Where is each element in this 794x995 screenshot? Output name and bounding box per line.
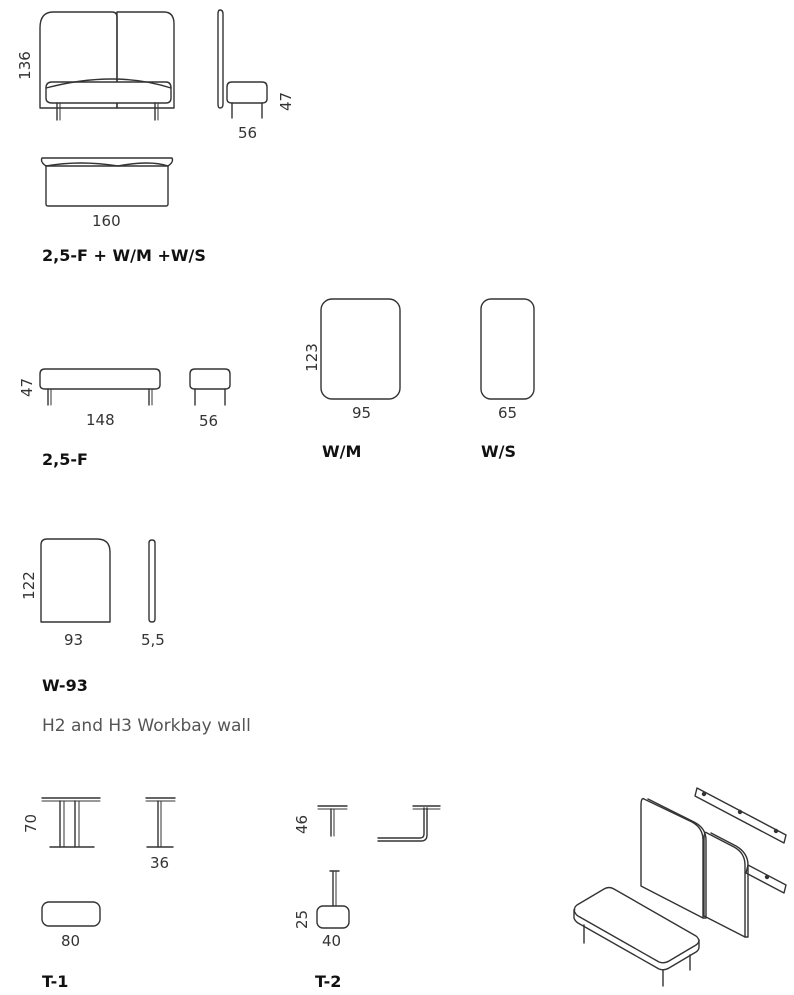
iso-panel-large [641,799,703,918]
dim-wm-width: 95 [352,404,372,422]
dim-t1-side-width: 36 [150,854,170,872]
set1-top-view [42,158,173,206]
ws-panel [481,299,534,399]
rail-top [695,788,786,843]
w93-panel [41,539,110,622]
set1-front-view [40,12,174,120]
dim-w93-height: 122 [19,571,38,600]
label-w93: W-93 [42,676,88,695]
dim-set1-height: 136 [15,51,34,80]
dim-t2-top-height: 25 [293,909,312,930]
label-set2: 2,5-F [42,450,88,469]
set1-side-view [218,10,267,118]
dim-set2-depth: 56 [199,412,219,430]
t1-side-view [146,798,175,847]
t2-side-view [378,806,440,841]
t2-front-view [318,806,347,836]
dim-w93-width: 93 [64,631,84,649]
dim-ws-width: 65 [498,404,518,422]
t1-top-view [42,902,100,926]
label-t1: T-1 [42,972,69,991]
dim-t2-top-width: 40 [322,932,342,950]
top-seat [46,166,168,206]
wm-panel [321,299,400,399]
label-t2: T-2 [315,972,342,991]
dim-wm-height: 123 [302,343,321,372]
dim-t2-height: 46 [293,814,312,835]
dim-set1-width: 160 [92,212,121,230]
dim-t1-height: 70 [22,813,41,834]
seat-side [227,82,267,103]
label-wm: W/M [322,442,362,461]
dim-set1-seat-height: 47 [277,91,296,112]
dim-w93-thickness: 5,5 [141,631,165,649]
dim-set1-depth: 56 [238,124,258,142]
label-set1: 2,5-F + W/M +W/S [42,246,206,265]
set2-bench-front [40,369,160,405]
wall-side [218,10,223,108]
isometric-view [574,788,786,986]
dim-set2-width: 148 [86,411,115,429]
label-ws: W/S [481,442,517,461]
w93-side [149,540,155,622]
set2-bench-side [190,369,230,405]
rail-bottom [746,865,786,893]
dim-set2-seat-height: 47 [18,377,37,398]
dim-t1-top-width: 80 [61,932,81,950]
bench-seat [46,82,171,103]
t2-top-view [317,871,349,928]
t1-front-view [42,798,100,847]
w93-description: H2 and H3 Workbay wall [42,716,251,736]
